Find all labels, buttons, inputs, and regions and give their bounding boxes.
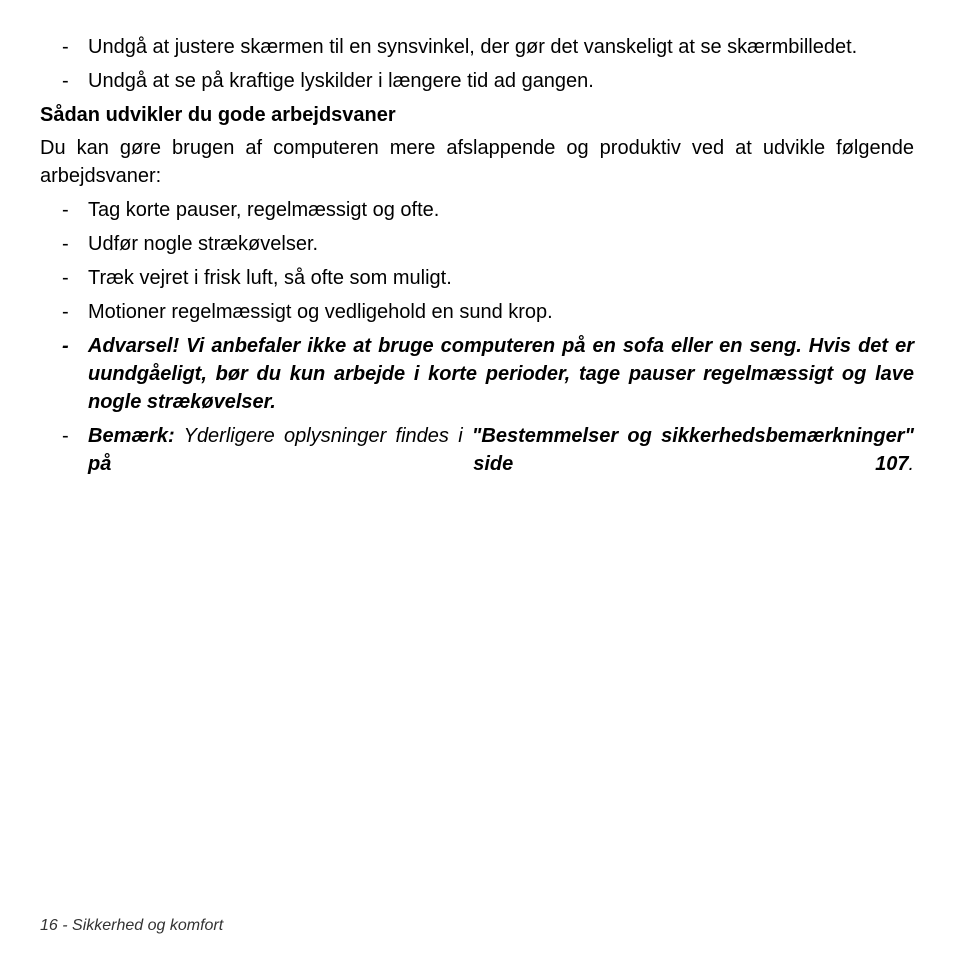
list-dash: -: [62, 301, 69, 323]
list-item: [40, 33, 914, 61]
list-item-text: Udfør nogle strækøvelser.: [88, 233, 319, 255]
note-body: Yderligere oplysninger findes i: [174, 425, 472, 447]
list-dash: -: [62, 267, 69, 289]
document-page: [40, 33, 914, 484]
note-reference-link[interactable]: "Bestemmelser og sikkerhedsbemærkninger" på side 107: [88, 425, 914, 475]
list-item: [40, 230, 914, 258]
note-end: .: [908, 453, 914, 475]
list-item: [40, 67, 914, 95]
section-heading: Sådan udvikler du gode arbejdsvaner: [40, 104, 396, 126]
list-item-text: Tag korte pauser, regelmæssigt og ofte.: [88, 199, 440, 221]
section-intro: Du kan gøre brugen af computeren mere afslappende og produktiv ved at udvikle følgende arbejdsvaner:: [40, 137, 914, 187]
list-item-text: Undgå at justere skærmen til en synsvinkel, der gør det vanskeligt at se skærmbilledet.: [88, 36, 858, 58]
list-dash: -: [62, 36, 69, 58]
list-item: [40, 264, 914, 292]
list-dash: -: [62, 425, 69, 447]
list-item-text: Træk vejret i frisk luft, så ofte som muligt.: [88, 267, 452, 289]
list-item-text: Undgå at se på kraftige lyskilder i længere tid ad gangen.: [88, 70, 594, 92]
warning-text: Advarsel! Vi anbefaler ikke at bruge computeren på en sofa eller en seng. Hvis det er uundgåeligt, bør du kun arbejde i korte perioder, tage pauser regelmæssigt og lave nogle strækøvelser.: [88, 335, 914, 413]
list-dash: -: [62, 233, 69, 255]
list-item: [40, 196, 914, 224]
list-item: [40, 298, 914, 326]
note-text: [88, 422, 914, 478]
list-dash: -: [62, 199, 69, 221]
warning-item: [40, 332, 914, 416]
note-label: Bemærk:: [88, 425, 175, 447]
list-item-text: Motioner regelmæssigt og vedligehold en sund krop.: [88, 301, 553, 323]
page-footer: 16 - Sikkerhed og komfort: [40, 917, 224, 934]
list-dash: -: [62, 70, 69, 92]
note-item: [40, 422, 914, 478]
list-dash: -: [62, 335, 69, 357]
